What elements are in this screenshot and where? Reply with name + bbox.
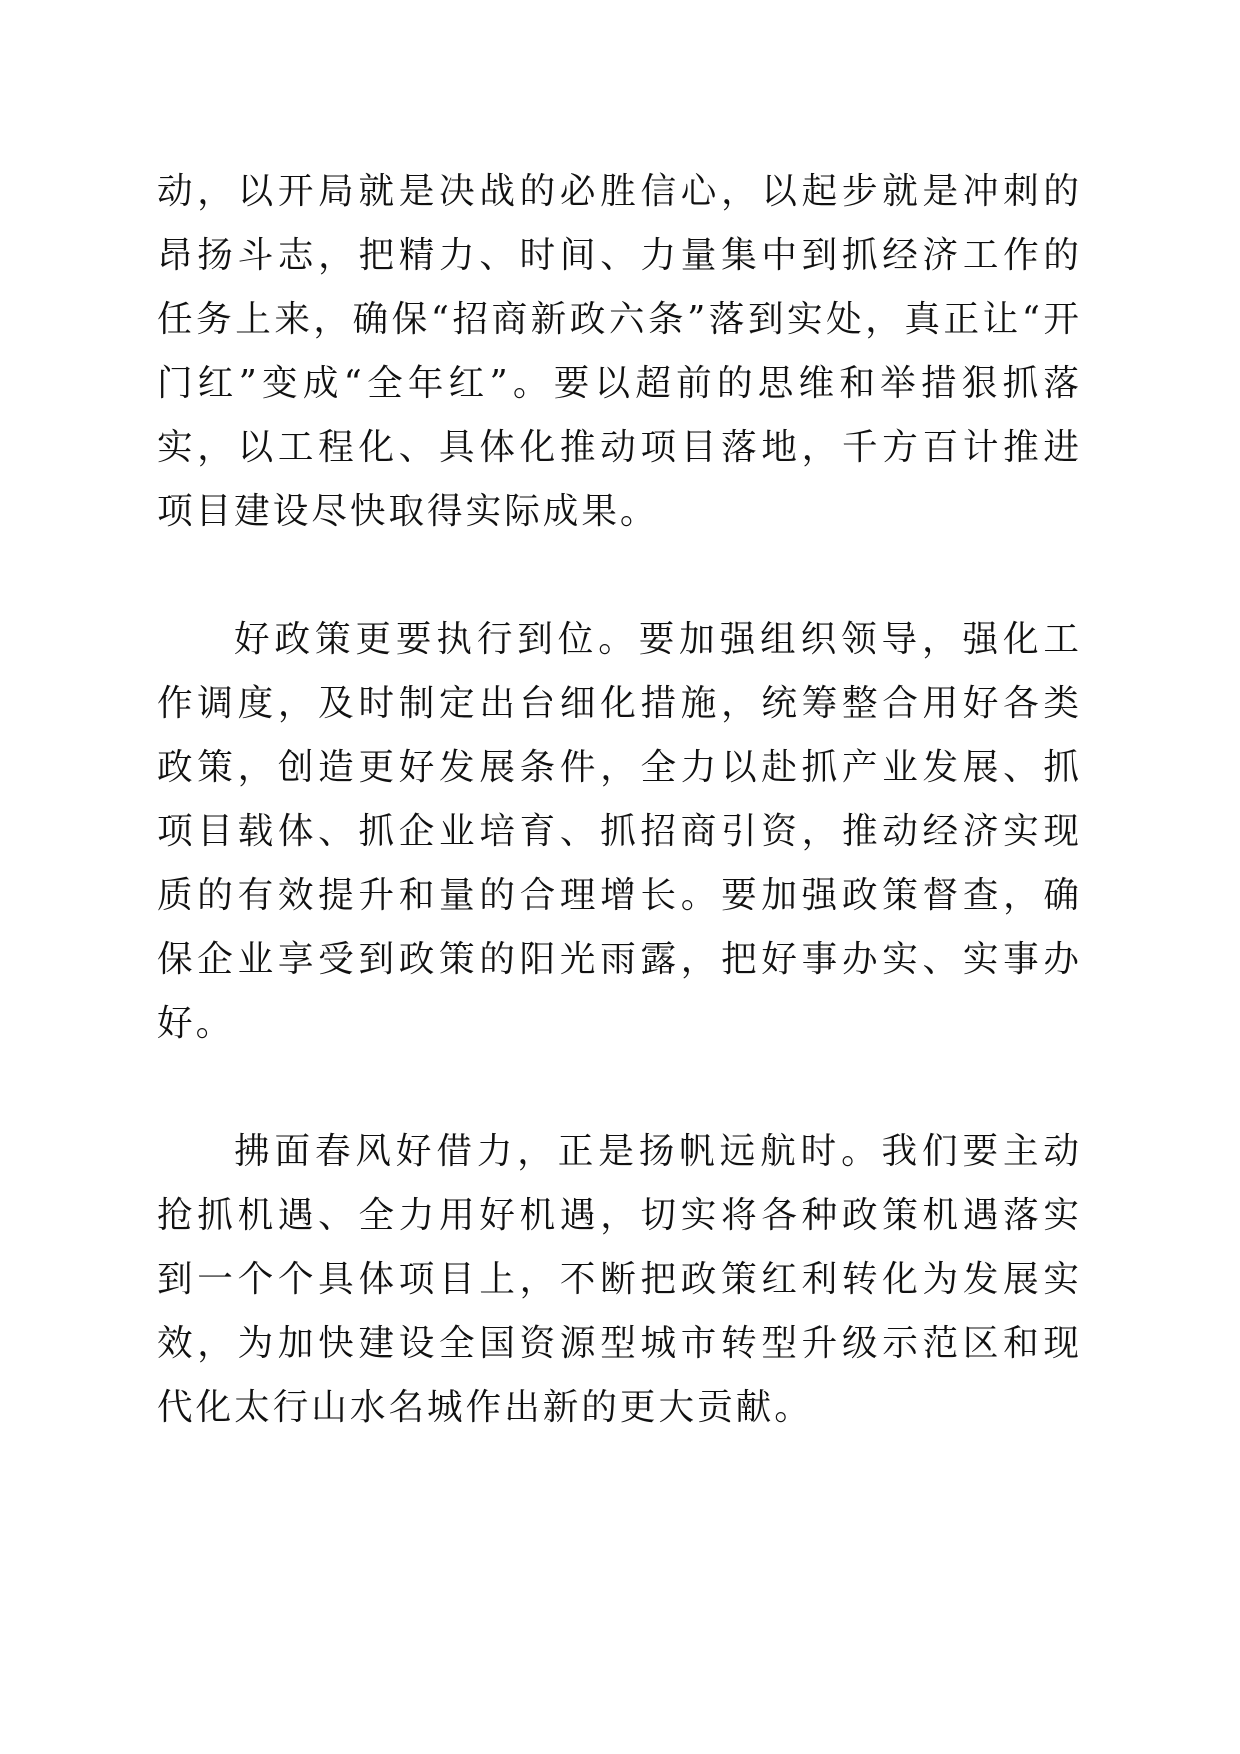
paragraph-policy-execution: 好政策更要执行到位。要加强组织领导，强化工作调度，及时制定出台细化措施，统筹整合用好各类政策，创造更好发展条件，全力以赴抓产业发展、抓项目载体、抓企业培育、抓招商引资，推动经济实现质的有效提升和量的合理增长。要加强政策督查，确保企业享受到政策的阳光雨露，把好事办实、实事办好。 [157,619,1082,1044]
document-body [157,160,1082,1440]
paragraph-continuation: 动，以开局就是决战的必胜信心，以起步就是冲刺的昂扬斗志，把精力、时间、力量集中到抓经济工作的任务上来，确保“招商新政六条”落到实处，真正让“开门红”变成“全年红”。要以超前的思维和举措狠抓落实，以工程化、具体化推动项目落地，千方百计推进项目建设尽快取得实际成果。 [157,171,1082,532]
paragraph-conclusion: 拂面春风好借力，正是扬帆远航时。我们要主动抢抓机遇、全力用好机遇，切实将各种政策机遇落实到一个个具体项目上，不断把政策红利转化为发展实效，为加快建设全国资源型城市转型升级示范区和现代化太行山水名城作出新的更大贡献。 [157,1131,1082,1428]
